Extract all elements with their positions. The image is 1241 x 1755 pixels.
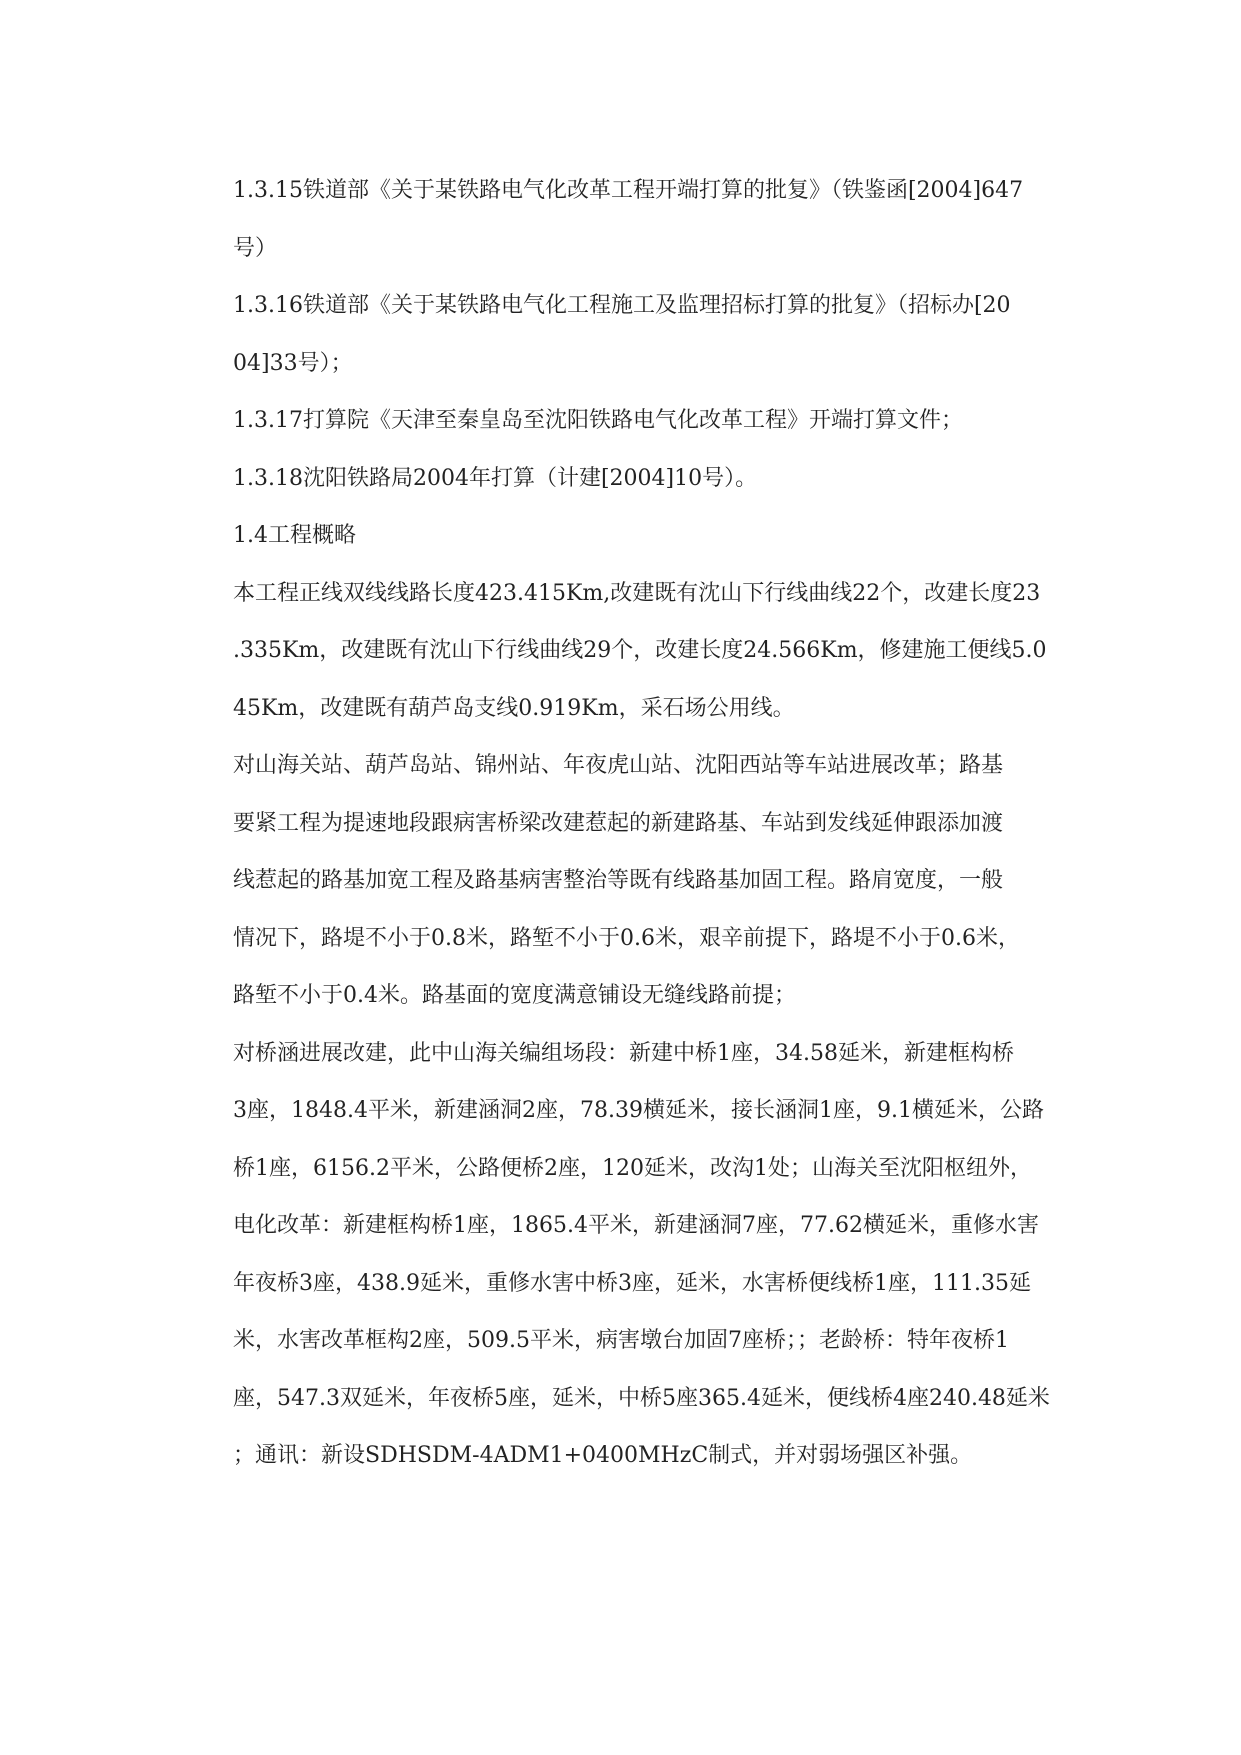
text-line: 电化改革：新建框构桥1座，1865.4平米，新建涵洞7座，77.62横延米，重修水害	[233, 1213, 1039, 1238]
text-line: 路堑不小于0.4米。路基面的宽度满意铺设无缝线路前提；	[233, 983, 796, 1008]
text-line: 1.3.16铁道部《关于某铁路电气化工程施工及监理招标打算的批复》（招标办[20	[233, 293, 1011, 318]
text-line: 米，水害改革框构2座，509.5平米，病害墩台加固7座桥；；老龄桥：特年夜桥1	[233, 1328, 1009, 1353]
text-line: 桥1座，6156.2平米，公路便桥2座，120延米，改沟1处；山海关至沈阳枢纽外，	[233, 1155, 1032, 1181]
text-line: 线惹起的路基加宽工程及路基病害整治等既有线路基加固工程。路肩宽度，一般	[233, 868, 1004, 893]
text-line: 1.3.18沈阳铁路局2004年打算（计建[2004]10号）。	[233, 465, 758, 491]
text-line: 对山海关站、葫芦岛站、锦州站、年夜虎山站、沈阳西站等车站进展改革；路基	[233, 753, 1004, 778]
text-line: 45Km，改建既有葫芦岛支线0.919Km，采石场公用线。	[233, 695, 795, 721]
document-body	[233, 162, 1113, 1485]
text-line: 3座，1848.4平米，新建涵洞2座，78.39横延米，接长涵洞1座，9.1横延米，公路	[233, 1098, 1044, 1123]
text-line: 要紧工程为提速地段跟病害桥梁改建惹起的新建路基、车站到发线延伸跟添加渡	[233, 810, 1004, 836]
text-line: .335Km，改建既有沈山下行线曲线29个，改建长度24.566Km，修建施工便线5.0	[233, 638, 1047, 663]
text-line: 本工程正线双线线路长度423.415Km,改建既有沈山下行线曲线22个，改建长度23	[233, 580, 1041, 606]
text-line: ；通讯：新设SDHSDM-4ADM1+0400MHzC制式，并对弱场强区补强。	[233, 1443, 973, 1468]
text-line: 年夜桥3座，438.9延米，重修水害中桥3座，延米，水害桥便线桥1座，111.35延	[233, 1270, 1031, 1296]
text-line: 1.3.17打算院《天津至秦皇岛至沈阳铁路电气化改革工程》开端打算文件；	[233, 408, 963, 433]
text-line: 对桥涵进展改建，此中山海关编组场段：新建中桥1座，34.58延米，新建框构桥	[233, 1040, 1014, 1066]
text-line: 1.3.15铁道部《关于某铁路电气化改革工程开端打算的批复》（铁鉴函[2004]647	[233, 178, 1024, 203]
text-line: 情况下，路堤不小于0.8米，路堑不小于0.6米，艰辛前提下，路堤不小于0.6米，	[233, 925, 1020, 951]
section-heading: 1.4工程概略	[233, 523, 356, 548]
text-line: 04]33号）；	[233, 350, 353, 376]
text-line: 号）	[233, 235, 278, 261]
text-line: 座，547.3双延米，年夜桥5座，延米，中桥5座365.4延米，便线桥4座240.48延米	[233, 1385, 1050, 1411]
